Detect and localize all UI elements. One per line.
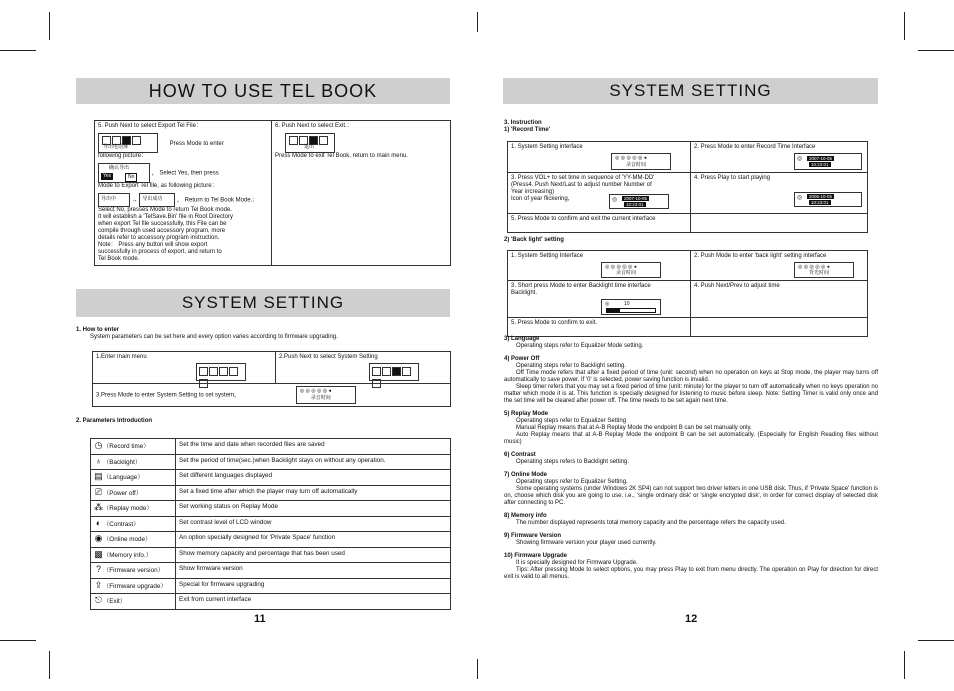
memory-icon: ▩ [94, 548, 103, 559]
param-row [91, 516, 451, 532]
section-line: The number displayed represents total memory capacity and the percentage refers the capacity used. [516, 520, 786, 526]
rt-step4: 4. Press Play to start playing [694, 175, 771, 181]
clock-icon: ◷ [94, 440, 103, 450]
param-row [91, 547, 451, 563]
lcd-confirm-export: 确认导出 Yes No [98, 163, 150, 183]
param-name: （Backlight） [103, 458, 142, 466]
section-heading: 9) Firmware Version [504, 533, 562, 539]
crop-mark [0, 50, 36, 51]
param-row [91, 439, 451, 455]
param-name: （Contrast） [103, 520, 140, 528]
instruction-section [504, 472, 878, 507]
disk-icon: ◉ [94, 533, 103, 543]
param-row [91, 563, 451, 579]
upgrade-icon: ⇪ [94, 579, 103, 590]
instruction-section [504, 336, 878, 350]
bl-step4: 4. Push Next/Prev to adjust time [694, 283, 780, 289]
param-name: （Exit） [103, 598, 127, 605]
right-sections [504, 336, 878, 587]
param-name: （Online mode） [103, 536, 152, 543]
contrast-icon: ◐ [95, 517, 102, 528]
param-name: （Power off） [103, 489, 143, 497]
bl-step3: 3. Short press Mode to enter Backlight time interface [511, 283, 651, 289]
lcd-export-success: 导出成功 [139, 193, 175, 207]
param-desc: Show firmware version [176, 563, 451, 579]
params-heading: 2. Parameters Introduction [76, 418, 153, 424]
section-line: Manual Replay means that at A-B Replay Mode the endpoint B can be set manually only. [516, 425, 752, 431]
param-name: （Replay mode） [103, 505, 153, 512]
tel-book-banner: HOW TO USE TEL BOOK [76, 78, 450, 104]
crop-mark [0, 640, 36, 641]
section-line: Some operating systems (under Windows 2K SP4) can not support two driver letters in one USB disk. Thus, if 'Private Space' function is on, choose which disk you are going to use, i.e., 'single ordinary disk' or 'single encrypted disk', in order for correct display of selected disk after connecting to PC. [504, 486, 878, 506]
step5-body: Select No, presses Mode to return Tel Book mode. It will establish a 'TelSave.Bin' file in Root Directory when export Tel file successfully, this File can be compile through used accessory program, more details refer to accessory program instruction. Note： Press any button will show export successfully in process of export, and return to Tel Book mode. [98, 207, 234, 262]
select-yes-text: ， Select Yes, then press [151, 170, 219, 177]
param-desc: Exit from current interface [176, 594, 451, 610]
rt-step2: 2. Press Mode to enter Record Time Interface [694, 144, 816, 150]
lcd-exit: 退出 [285, 133, 335, 153]
param-row [91, 594, 451, 610]
param-row [91, 470, 451, 486]
bl-step2: 2. Push Mode to enter 'back light' setting interface [694, 253, 827, 259]
bl-step5: 5. Press Mode to confirm to exit. [511, 320, 598, 326]
param-desc: Set contrast level of LCD window [176, 516, 451, 532]
section-line: It is specially designed for Firmware Upgrade. [516, 560, 638, 566]
enter-table [92, 351, 451, 407]
exit-icon: ⎋ [94, 595, 103, 605]
lcd-export-menu: 导出电话簿 [98, 133, 158, 153]
enter-step1: 1.Enter main menu [96, 354, 147, 360]
param-row [91, 532, 451, 548]
record-time-heading: 1) 'Record Time' [504, 127, 551, 133]
lcd-rt-1: ◎ ◎ ◎ ◎ ◎ ◂ 录音时间 [611, 153, 671, 170]
backlight-table [507, 250, 868, 337]
step5-title: 5. Push Next to select Export Tel File： [98, 123, 202, 129]
crop-mark [477, 659, 478, 679]
how-to-enter-heading: 1. How to enter [76, 327, 120, 333]
bulb-icon: ♁ [95, 455, 102, 466]
param-name: （Memory info.） [103, 551, 152, 559]
page-number-left: 11 [254, 613, 266, 625]
step6-title: 6. Push Next to select Exit.： [275, 123, 353, 129]
section-line: Showing firmware version your player used currently. [516, 540, 657, 546]
crop-mark [49, 651, 50, 679]
language-icon: ▤ [94, 471, 103, 481]
param-name: （Language） [103, 474, 144, 481]
system-setting-banner-right: SYSTEM SETTING [503, 78, 878, 104]
bl-step3-cont: Backlight. [511, 290, 538, 296]
param-desc: Set the period of time(sec.)when Backlight stays on without any operation. [176, 454, 451, 470]
system-setting-banner-left: SYSTEM SETTING [76, 289, 450, 317]
instruction-heading: 3. Instruction [504, 120, 542, 126]
instruction-section [504, 452, 878, 466]
param-desc: Set working status on Replay Mode [176, 501, 451, 517]
following-text: following picture： [98, 153, 148, 159]
instruction-section [504, 533, 878, 547]
lcd-exporting: 导出中 [98, 193, 130, 207]
crop-mark [904, 651, 905, 679]
param-row [91, 578, 451, 594]
param-name: （Firmware upgrade） [103, 582, 167, 590]
tel-book-table: 5. Push Next to select Export Tel File： 导出电话簿 Press Mode to enter following picture： 确认导出 Yes No ， Select Yes, then press Mode to Export Tel file, as following picture： 导出中 → 导出成功 ， Return to Tel Book Mode.； Select No, presses Mode to return Tel Book mode. It will establish a 'TelSave.Bin' file in Root Directory when export Tel file successfully, this File can be compile through used accessory program, more details refer to accessory program instruction. Note： Press any button will show export successfully in process of export, and return to Tel Book mode. 6. Push Next to select Exit.： 退出 Press Mode to exit Tel Book, return to main menu. [94, 120, 451, 266]
param-name: （Record time） [103, 443, 150, 450]
instruction-section [504, 513, 878, 527]
crop-mark [477, 12, 478, 32]
return-text: ， Return to Tel Book Mode.； [177, 197, 259, 204]
enter-step3: 3.Press Mode to enter System Setting to set system， [96, 392, 241, 399]
lcd-bl-1: ◎ ◎ ◎ ◎ ◎ ◂ 录音时间 [601, 262, 661, 278]
param-desc: Special for firmware upgrading [176, 578, 451, 594]
section-line: Off Time mode refers that after a fixed period of time (unit: second) when no operation on keys at Stop mode, the player may turns off automatically to save power. If '0' is selected, power saving function is invalid. [504, 370, 878, 383]
param-desc: Set a fixed time after which the player may turn off automatically [176, 485, 451, 501]
params-table [90, 438, 451, 610]
lcd-rt-2: ◎ 2007-10-05 10:23:01 [794, 153, 862, 170]
question-icon: ? [95, 564, 101, 574]
backlight-bar-fill [606, 308, 620, 313]
section-line: Operating steps refer to Equalizer Mode setting. [516, 343, 644, 349]
param-desc: Set different languages displayed [176, 470, 451, 486]
crop-mark [918, 50, 954, 51]
rt-step3: 3. Press VOL+ to set time in sequence of 'YY-MM-DD' (Press4. Push Next/Last to adjust number Number of Year increasing) Icon of year flickering， ◎ 2007-10-05 10:23:01 [511, 175, 687, 203]
how-to-enter-text: System parameters can be set here and every option varies according to firmware upgrading. [90, 334, 338, 340]
backlight-heading: 2) 'Back light' setting [504, 237, 564, 243]
page-number-right: 12 [685, 613, 698, 625]
param-desc: An option specially designed for 'Private Space' function [176, 532, 451, 548]
section-heading: 10) Firmware Upgrade [504, 553, 568, 559]
instruction-section [504, 411, 878, 446]
section-line: Auto Replay means that at A-B Replay Mode the endpoint B can be set automatically. (Especially for English Reading files without music) [504, 432, 878, 445]
section-line: Sleep timer refers that you may set a fixed period of time (unit: minute) for the player to turn off automatically when no keys operation no matter which mode it is at. This function is specially designed for listening to music before sleep. Note: Setting Timer is valid only once and the set time will be cleared after power off. The time needs to be set again next time. [504, 384, 878, 404]
section-line: Operating steps refers to Backlight setting. [516, 459, 630, 465]
rt-step5: 5. Press Mode to confirm and exit the current interface [511, 216, 656, 222]
section-heading: 7) Online Mode [504, 472, 548, 478]
mode-export-text: Mode to Export Tel file, as following picture： [98, 183, 218, 189]
replay-icon: ⁂ [94, 502, 103, 512]
section-heading: 8) Memory info [504, 513, 547, 519]
param-row [91, 501, 451, 517]
section-line: Tips: After pressing Mode to select options, you may press Play to exit from menu directly. The operation on Play for direction for direct exit is valid to all menus. [504, 567, 878, 580]
section-line: Operating steps refer to Equalizer Setting [516, 418, 627, 424]
lcd-bl-bar: ◎ 10 [601, 299, 661, 315]
bl-step1: 1. System Setting Interface [511, 253, 584, 259]
instruction-section [504, 553, 878, 581]
lcd-bl-2: ◎ ◎ ◎ ◎ ◎ ◂ 背光时间 [794, 262, 854, 278]
section-heading: 5) Replay Mode [504, 411, 549, 417]
lcd-record-time: ◎ ◎ ◎ ◎ ◎ ◂ 录音时间 [296, 386, 356, 404]
section-heading: 6) Contrast [504, 452, 536, 458]
section-heading: 4) Power Off [504, 356, 540, 362]
enter-step2: 2.Push Next to select System Setting [279, 354, 378, 360]
param-name: （Firmware version） [103, 567, 164, 574]
lcd-system-setting [369, 363, 419, 381]
param-row [91, 454, 451, 470]
crop-mark [904, 12, 905, 40]
instruction-section [504, 356, 878, 405]
record-time-table [507, 141, 868, 233]
param-desc: Show memory capacity and percentage that has been used [176, 547, 451, 563]
section-line: Operating steps refer to Backlight setting. [516, 363, 627, 369]
press-mode-text: Press Mode to enter [169, 140, 224, 147]
lcd-main-menu [196, 363, 246, 381]
section-line: Operating steps refer to Equalizer Setting. [516, 479, 628, 485]
crop-mark [918, 640, 954, 641]
section-heading: 3) Language [504, 336, 540, 342]
crop-mark [49, 12, 50, 40]
power-icon: ⎚ [94, 486, 103, 497]
lcd-rt-4: ◎ 2006-10-05 10:23:01 [794, 192, 862, 207]
param-desc: Set the time and date when recorded files are saved [176, 439, 451, 455]
step6-desc: Press Mode to exit Tel Book, return to main menu. [275, 153, 408, 159]
param-row [91, 485, 451, 501]
lcd-rt-3: ◎ 2007-10-05 10:23:01 [609, 194, 669, 209]
rt-step1: 1. System Setting interface [511, 144, 583, 150]
